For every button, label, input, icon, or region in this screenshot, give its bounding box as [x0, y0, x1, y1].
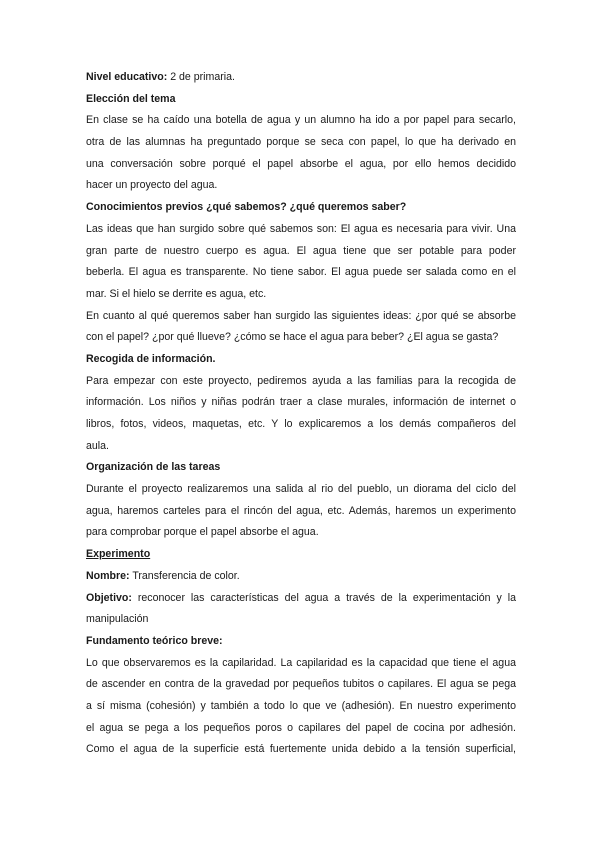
eleccion-line: hacer un proyecto del agua.: [86, 179, 218, 192]
recogida-line: libros, fotos, videos, maquetas, etc. Y lo explicaremos a los demás compañeros del: [86, 418, 516, 430]
fundamento-heading: Fundamento teórico breve:: [86, 634, 223, 647]
document-body: [86, 67, 516, 761]
fundamento-line: de ascender en contra de la gravedad por pequeños tubitos o capilares. El agua se pega: [86, 678, 516, 691]
experimento-heading: Experimento: [86, 548, 151, 561]
eleccion-heading: Elección del tema: [86, 92, 176, 105]
fundamento-line: Como el agua de la superficie está fuertemente unida debido a la tensión superficial,: [86, 743, 516, 756]
eleccion-line: otra de las alumnas ha preguntado porque se seca con papel, lo que ha derivado en: [86, 136, 516, 149]
organizacion-line: agua, haremos carteles para el rincón del agua, etc. Además, haremos un experimento: [86, 504, 516, 517]
objetivo-label: Objetivo:: [86, 591, 132, 604]
conocimientos-line: mar. Si el hielo se derrite es agua, etc.: [86, 287, 267, 300]
conocimientos-heading: Conocimientos previos ¿qué sabemos? ¿qué queremos saber?: [86, 201, 407, 214]
nivel-educativo-label: Nivel educativo:: [86, 71, 168, 83]
conocimientos-line: beberla. El agua es transparente. No tiene sabor. El agua puede ser salada como en el: [86, 266, 516, 279]
objetivo-value: reconocer las características del agua a través de la experimentación y la: [131, 591, 516, 604]
eleccion-line: En clase se ha caído una botella de agua y un alumno ha ido a por papel para secarlo,: [86, 114, 516, 127]
conocimientos-line: En cuanto al qué queremos saber han surgido las siguientes ideas: ¿por qué se absorbe: [86, 309, 516, 322]
conocimientos-line: Las ideas que han surgido sobre qué sabemos son: El agua es necesaria para vivir. Una: [86, 222, 516, 235]
organizacion-heading: Organización de las tareas: [86, 461, 221, 474]
nombre-label: Nombre:: [86, 569, 130, 582]
recogida-heading: Recogida de información.: [86, 352, 216, 365]
objetivo-line: [86, 588, 516, 610]
conocimientos-line: con el papel? ¿por qué llueve? ¿cómo se hace el agua para beber? ¿El agua se gasta?: [86, 331, 499, 344]
recogida-line: información. Los niños y niñas podrán traer a clase murales, información de internet o: [86, 396, 516, 409]
conocimientos-line: gran parte de nuestro cuerpo es agua. El agua tiene que ser potable para poder: [86, 244, 516, 257]
objetivo-line-continued: manipulación: [86, 613, 149, 626]
organizacion-line: para comprobar porque el papel absorbe el agua.: [86, 526, 319, 539]
nombre-line: [86, 566, 516, 588]
nivel-educativo-line: [86, 67, 516, 89]
nombre-value: Transferencia de color.: [129, 569, 240, 582]
fundamento-line: Lo que observaremos es la capilaridad. La capilaridad es la capacidad que tiene el agua: [86, 656, 516, 669]
recogida-line: aula.: [86, 439, 109, 452]
nivel-educativo-value: 2 de primaria.: [167, 71, 235, 83]
fundamento-line: a sí misma (cohesión) y también a todo lo que ve (adhesión). En nuestro experimento: [86, 699, 516, 712]
organizacion-line: Durante el proyecto realizaremos una salida al rio del pueblo, un diorama del ciclo del: [86, 483, 516, 496]
recogida-line: Para empezar con este proyecto, pediremos ayuda a las familias para la recogida de: [86, 374, 516, 387]
eleccion-line: una conversación sobre porqué el papel absorbe el agua, por ello hemos decidido: [86, 157, 516, 170]
fundamento-line: el agua se pega a los pequeños poros o capilares del papel de cocina por adhesión.: [86, 721, 516, 734]
